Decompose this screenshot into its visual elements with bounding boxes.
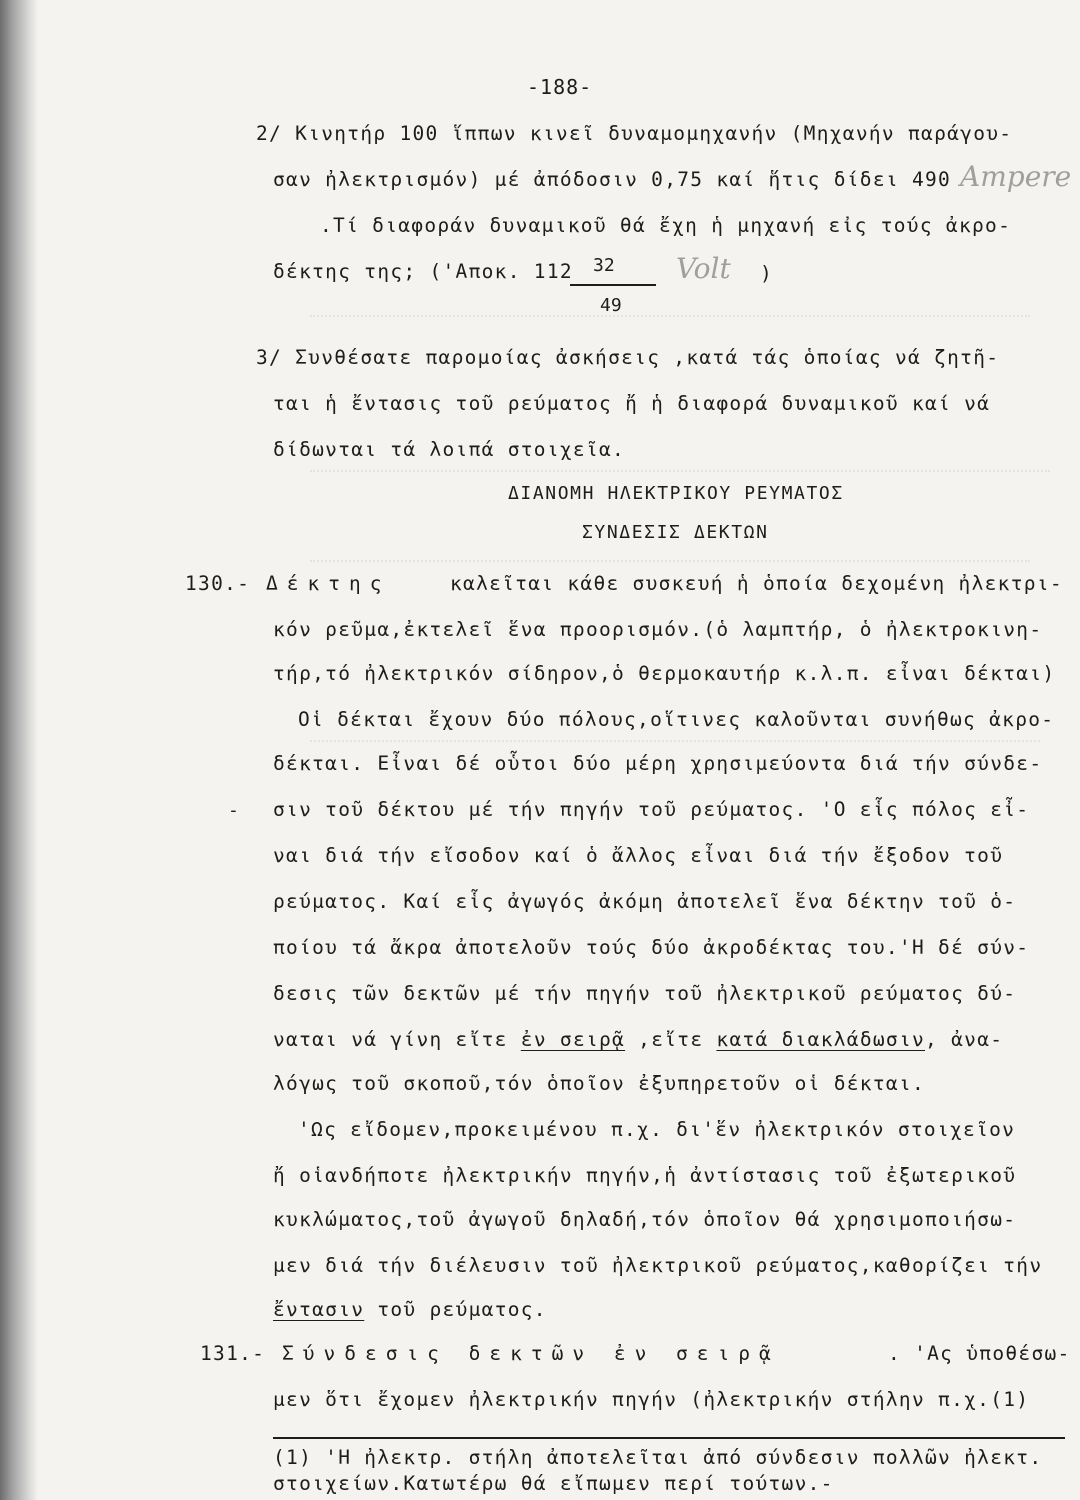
answer-close-paren: ) (760, 262, 774, 285)
bleed-through-texture (310, 560, 1030, 564)
bleed-through-texture (310, 740, 1040, 744)
line11-part-a: ναται νά γίνη εἴτε (273, 1028, 508, 1051)
section130-line6: σιν τοῦ δέκτου μέ τήν πηγήν τοῦ ρεύματος. 'Ο εἷς πόλος εἶ- (273, 798, 1030, 821)
answer-fraction-bar (570, 284, 656, 286)
section130-line7: ναι διά τήν εἴσοδον καί ὁ ἄλλος εἶναι διά τήν ἔξοδον τοῦ (273, 844, 1004, 867)
line11-part-b: ,εἴτε (638, 1028, 704, 1051)
section130-line16: μεν διά τήν διέλευσιν τοῦ ἠλεκτρικοῦ ρεύματος,καθορίζει τήν (273, 1254, 1043, 1277)
bleed-through-texture (310, 315, 1030, 319)
line17-rest: τοῦ ρεύματος. (377, 1298, 547, 1321)
underlined-in-series: ἐν σειρᾷ (520, 1028, 626, 1051)
section130-line10: δεσις τῶν δεκτῶν μέ τήν πηγήν τοῦ ἠλεκτρικοῦ ρεύματος δύ- (273, 982, 1017, 1005)
problem2-line3: .Τί διαφοράν δυναμικοῦ θά ἔχη ἡ μηχανή εἰς τούς ἀκρο- (320, 214, 1012, 237)
section130-number: 130.- (185, 572, 251, 595)
page-number: -188- (527, 75, 593, 99)
section130-line3: τήρ,τό ἠλεκτρικόν σίδηρον,ὁ θερμοκαυτήρ κ.λ.π. εἶναι δέκται) (273, 662, 1056, 685)
handwritten-unit: Volt (676, 252, 731, 285)
footnote-line2: στοιχείων.Κατωτέρω θά εἴπωμεν περί τούτων.- (273, 1472, 834, 1495)
problem3-line2: ται ἡ ἔντασις τοῦ ρεύματος ἤ ἡ διαφορά δυναμικοῦ καί νά (273, 392, 991, 415)
handwritten-margin-note: Ampere (960, 160, 1072, 193)
section130-term: Δέκτης (266, 572, 391, 595)
bleed-through-texture (310, 470, 1050, 474)
section130-line9: ποίου τά ἄκρα ἀποτελοῦν τούς δύο ἀκροδέκτας του.'Η δέ σύν- (273, 936, 1030, 959)
problem3-line3: δίδωνται τά λοιπά στοιχεῖα. (273, 438, 626, 461)
footnote-separator (273, 1437, 1065, 1439)
section130-line14: ἤ οἱανδήποτε ἠλεκτρικήν πηγήν,ἡ ἀντίστασις τοῦ ἐξωτερικοῦ (273, 1164, 1017, 1187)
section130-line2: κόν ρεῦμα,ἐκτελεῖ ἕνα προορισμόν.(ὁ λαμπτήρ, ὁ ἠλεκτροκινη- (273, 618, 1043, 641)
section130-line11 (273, 1028, 1003, 1051)
section130-line1: καλεῖται κάθε συσκευή ἡ ὁποία δεχομένη ἠλεκτρι- (450, 572, 1063, 595)
underlined-intensity: ἔντασιν (273, 1298, 365, 1321)
line11-part-c: , ἀνα- (925, 1028, 1004, 1051)
section130-line13: 'Ως εἴδομεν,προκειμένου π.χ. δι'ἕν ἠλεκτρικόν στοιχεῖον (298, 1118, 1016, 1141)
footnote-line1: (1) 'Η ἠλεκτρ. στήλη ἀποτελεῖται ἀπό σύνδεσιν πολλῶν ἠλεκτ. (273, 1446, 1043, 1469)
scan-edge-shadow (0, 0, 38, 1500)
problem3-line1: 3/ Συνθέσατε παρομοίας ἀσκήσεις ,κατά τάς ὁποίας νά ζητῆ- (256, 346, 1000, 369)
section131-term: Σύνδεσις δεκτῶν ἐν σειρᾷ (282, 1342, 780, 1365)
section131-number: 131.- (200, 1342, 266, 1365)
section130-line5: δέκται. Εἶναι δέ οὗτοι δύο μέρη χρησιμεύοντα διά τήν σύνδε- (273, 752, 1043, 775)
section130-line15: κυκλώματος,τοῦ ἀγωγοῦ δηλαδή,τόν ὁποῖον θά χρησιμοποιήσω- (273, 1208, 1017, 1231)
section130-line12: λόγως τοῦ σκοποῦ,τόν ὁποῖον ἐξυπηρετοῦν οἱ δέκται. (273, 1072, 925, 1095)
section131-line1: . 'Ας ὑποθέσω- (888, 1342, 1071, 1365)
margin-dash: - (228, 800, 239, 821)
problem2-line2: σαν ἠλεκτρισμόν) μέ ἀπόδοσιν 0,75 καί ἥτις δίδει 490 (273, 168, 952, 191)
section-subheading: ΣΥΝΔΕΣΙΣ ΔΕΚΤΩΝ (582, 522, 769, 543)
problem2-line1: 2/ Κινητήρ 100 ἵππων κινεῖ δυναμομηχανήν (Μηχανήν παράγου- (256, 122, 1013, 145)
section130-line8: ρεύματος. Καί εἷς ἀγωγός ἀκόμη ἀποτελεῖ ἕνα δέκτην τοῦ ὁ- (273, 890, 1017, 913)
section-heading: ΔΙΑΝΟΜΗ ΗΛΕΚΤΡΙΚΟΥ ΡΕΥΜΑΤΟΣ (508, 483, 844, 504)
problem2-line4: δέκτης της; ('Απoκ. 112 (273, 260, 573, 283)
section131-line2: μεν ὅτι ἔχομεν ἠλεκτρικήν πηγήν (ἠλεκτρικήν στήλην π.χ.(1) (273, 1388, 1030, 1411)
answer-fraction-denominator: 49 (600, 295, 622, 316)
section130-line17 (273, 1298, 547, 1321)
section130-line4: Οἱ δέκται ἔχουν δύο πόλους,οἵτινες καλοῦνται συνήθως ἀκρο- (298, 708, 1055, 731)
answer-fraction-numerator: 32 (593, 255, 615, 276)
underlined-in-parallel: κατά διακλάδωσιν (716, 1028, 926, 1051)
